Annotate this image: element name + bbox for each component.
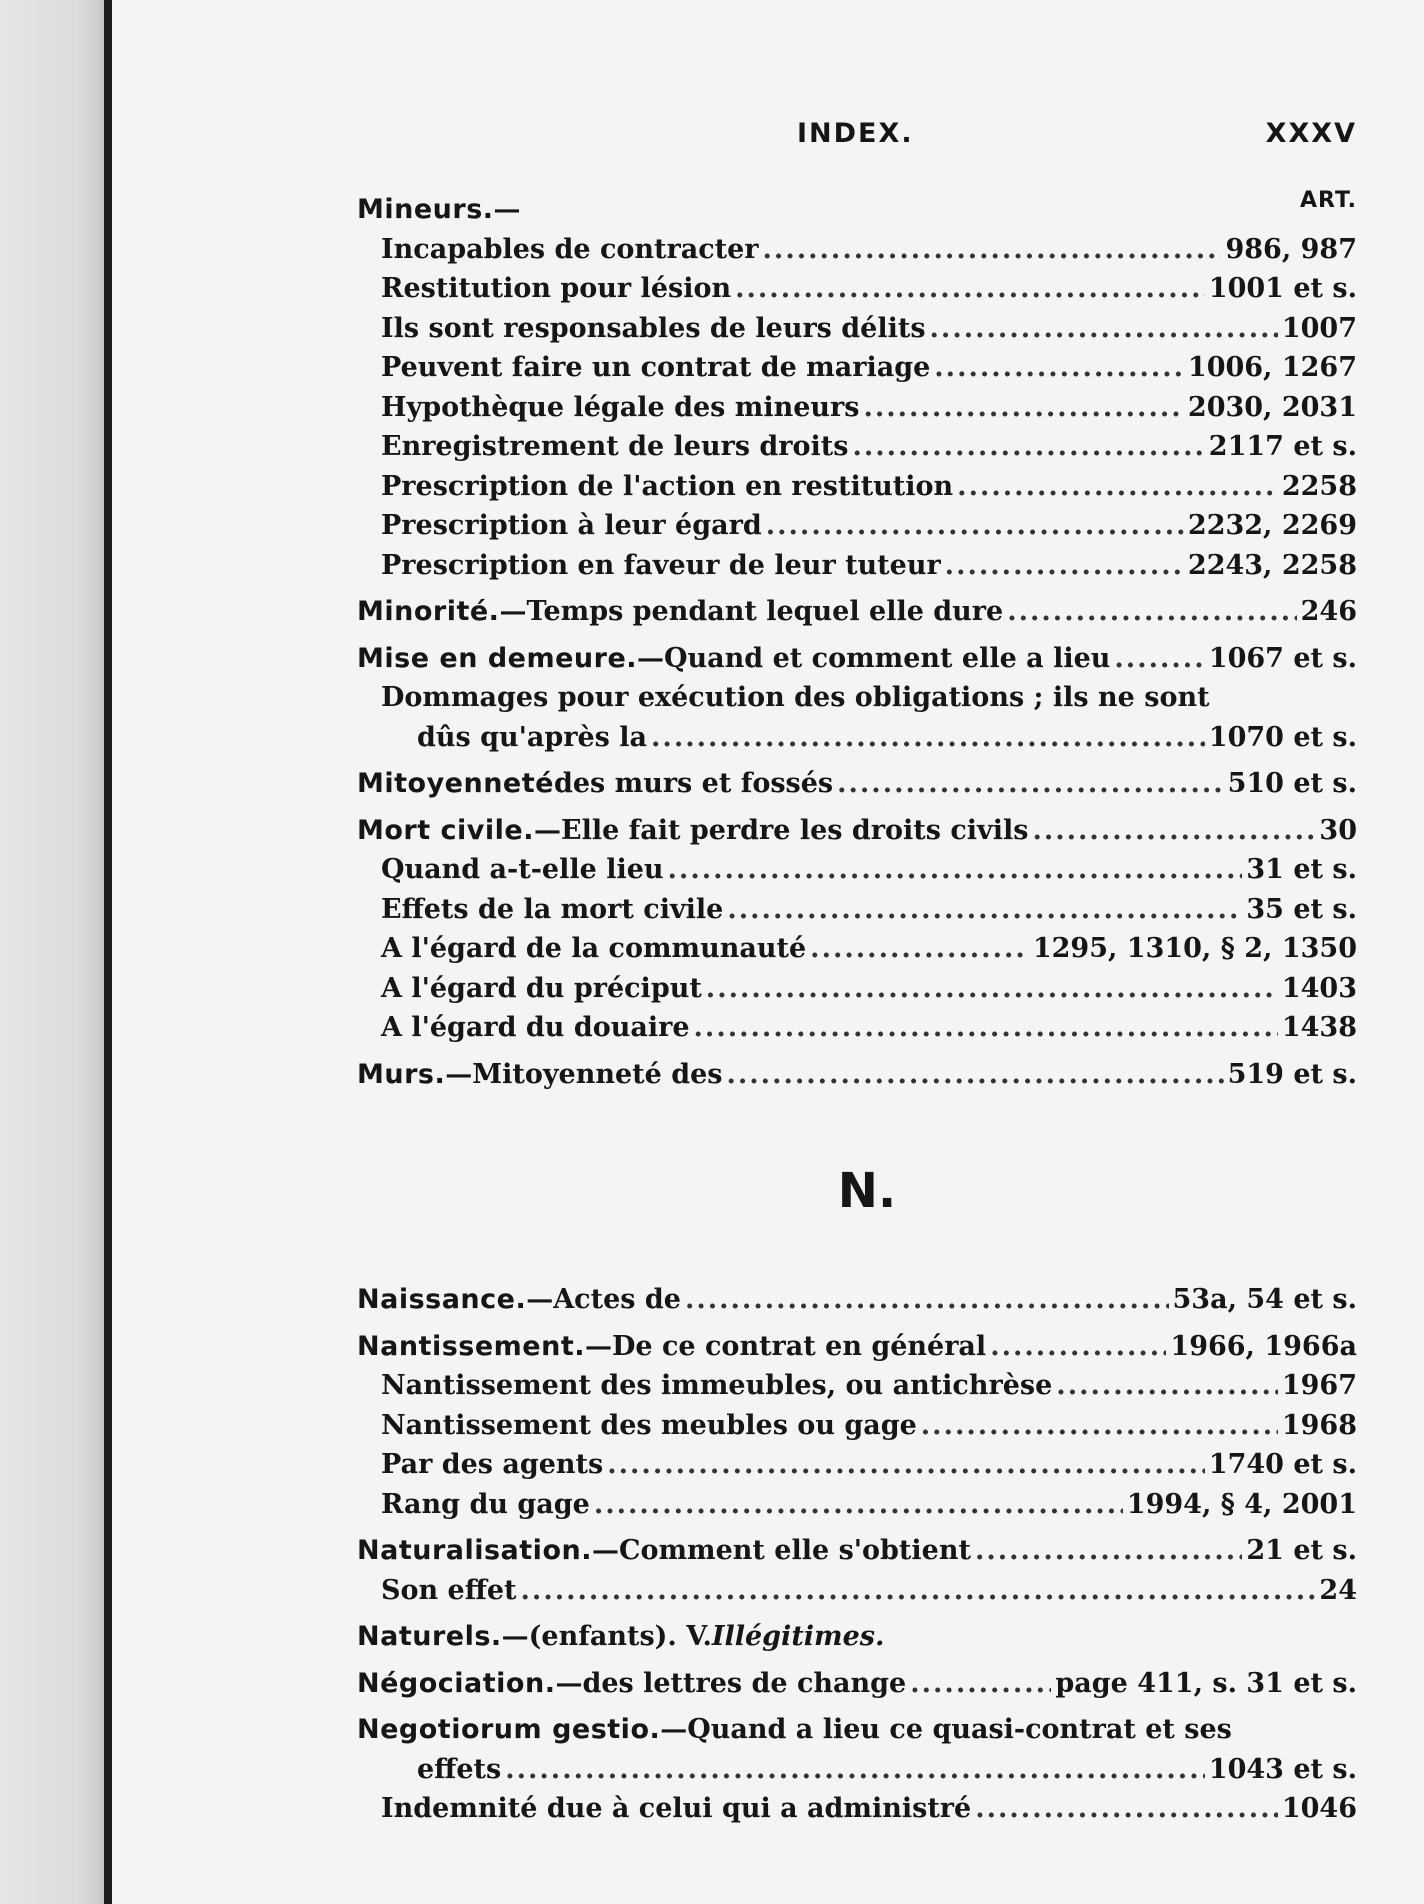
subentry-line	[357, 1366, 1357, 1406]
subentry-text: Peuvent faire un contrat de mariage	[381, 352, 931, 383]
subentry-text: Prescription en faveur de leur tuteur	[381, 549, 941, 581]
entry-main-line	[357, 1327, 1357, 1367]
index-entry	[357, 764, 1357, 804]
subentry-text: Ils sont responsables de leurs délits	[381, 312, 926, 344]
entry-text: —Comment elle s'obtient	[591, 1535, 971, 1566]
article-reference: 1966, 1966a	[1170, 1330, 1357, 1362]
dot-leader	[910, 1664, 1051, 1704]
subentry-line	[357, 1406, 1357, 1446]
entry-main-line	[357, 811, 1357, 851]
dot-leader	[727, 890, 1242, 930]
article-reference: 1067 et s.	[1208, 642, 1357, 674]
subentry-text: Dommages pour exécution des obligations ; ils ne sont	[381, 682, 1210, 713]
entry-main-line	[357, 190, 1357, 230]
entry-term: Mort civile.	[357, 814, 534, 846]
page-folio: XXXV	[1265, 118, 1357, 149]
book-spine	[104, 0, 112, 1904]
page-content	[357, 112, 1357, 1829]
subentry-line	[357, 850, 1357, 890]
subentry-continuation-line	[357, 718, 1357, 758]
article-reference: 1006, 1267	[1187, 352, 1357, 383]
article-reference: 30	[1319, 814, 1357, 846]
article-reference: 1046	[1281, 1793, 1357, 1824]
dot-leader	[607, 1445, 1205, 1485]
subentry-line	[357, 1485, 1357, 1525]
entry-main-line	[357, 1280, 1357, 1320]
subentry-text: Incapables de contracter	[381, 233, 759, 265]
article-reference: 53a, 54 et s.	[1172, 1284, 1357, 1315]
subentry-line	[357, 467, 1357, 507]
entry-cross-reference: Illégitimes.	[711, 1621, 885, 1652]
article-reference: 1043 et s.	[1208, 1753, 1357, 1785]
dot-leader	[837, 764, 1223, 804]
dot-leader	[505, 1750, 1205, 1790]
entry-term: Naturels.	[357, 1621, 502, 1652]
entry-text: —des lettres de change	[555, 1667, 907, 1699]
subentry-line	[357, 678, 1357, 718]
article-reference: 1070 et s.	[1208, 721, 1357, 753]
subentry-line	[357, 230, 1357, 270]
subentry-text: Prescription à leur égard	[381, 510, 762, 541]
dot-leader	[930, 309, 1278, 349]
article-reference: 1001 et s.	[1208, 273, 1357, 304]
entry-term: Minorité.	[357, 596, 500, 627]
subentry-line	[357, 1571, 1357, 1611]
index-entry	[357, 1055, 1357, 1095]
entry-text: —Temps pendant lequel elle dure	[499, 596, 1004, 627]
entry-main-line	[357, 1617, 1357, 1657]
running-head-title: INDEX.	[797, 118, 914, 149]
subentry-line	[357, 546, 1357, 586]
subentry-line	[357, 348, 1357, 388]
binding-edge	[0, 0, 108, 1904]
article-reference: 2232, 2269	[1187, 510, 1357, 541]
article-reference: 24	[1319, 1574, 1357, 1606]
subentry-line	[357, 1789, 1357, 1829]
entry-main-line	[357, 1055, 1357, 1095]
entry-term: Murs.	[357, 1058, 446, 1090]
entry-text: —	[493, 194, 521, 225]
article-reference: 519 et s.	[1227, 1058, 1357, 1090]
entry-text: —Quand et comment elle a lieu	[637, 642, 1111, 674]
subentry-text: Prescription de l'action en restitution	[381, 470, 954, 502]
entry-continuation-line	[357, 1750, 1357, 1790]
article-reference: 246	[1300, 596, 1357, 627]
entry-main-line	[357, 1664, 1357, 1704]
dot-leader	[594, 1485, 1123, 1525]
subentry-line	[357, 269, 1357, 309]
index-section-n	[357, 1280, 1357, 1829]
article-reference: page 411, s. 31 et s.	[1055, 1667, 1357, 1699]
subentry-text: Restitution pour lésion	[381, 273, 732, 304]
subentry-text: Son effet	[381, 1574, 517, 1606]
subentry-line	[357, 890, 1357, 930]
entry-text: —Actes de	[526, 1284, 681, 1315]
article-reference: 1403	[1281, 972, 1357, 1004]
dot-leader	[735, 269, 1205, 309]
index-entry	[357, 811, 1357, 1048]
dot-leader	[990, 1327, 1166, 1367]
dot-leader	[726, 1055, 1223, 1095]
entry-term: Mineurs.	[357, 194, 494, 225]
entry-term: Nantissement.	[357, 1330, 585, 1362]
dot-leader	[945, 546, 1184, 586]
entry-main-line	[357, 1710, 1357, 1750]
article-reference: 1994, § 4, 2001	[1126, 1488, 1357, 1520]
entry-text: —(enfants). V.	[501, 1621, 712, 1652]
subentry-text: Par des agents	[381, 1449, 604, 1480]
subentry-text: dûs qu'après la	[417, 721, 648, 753]
dot-leader	[685, 1280, 1169, 1320]
entry-main-line	[357, 639, 1357, 679]
dot-leader	[668, 850, 1243, 890]
dot-leader	[852, 427, 1204, 467]
article-reference: 1007	[1281, 312, 1357, 344]
dot-leader	[810, 929, 1029, 969]
subentry-text: Effets de la mort civile	[381, 893, 724, 925]
article-reference: 2243, 2258	[1187, 549, 1357, 581]
article-reference: 31 et s.	[1246, 854, 1357, 885]
entry-term: Négociation.	[357, 1667, 556, 1699]
article-reference: 986, 987	[1225, 233, 1357, 265]
dot-leader	[651, 718, 1205, 758]
subentry-line	[357, 929, 1357, 969]
index-entry	[357, 1280, 1357, 1320]
entry-term: Negotiorum gestio.	[357, 1714, 661, 1745]
article-reference: 21 et s.	[1246, 1535, 1357, 1566]
entry-main-line	[357, 592, 1357, 632]
index-section-m	[357, 190, 1357, 1094]
article-reference: 1740 et s.	[1208, 1449, 1357, 1480]
dot-leader	[706, 969, 1278, 1009]
book-page	[112, 0, 1424, 1904]
dot-leader	[1056, 1366, 1278, 1406]
article-reference: 1438	[1281, 1012, 1357, 1043]
index-entry	[357, 190, 1357, 585]
subentry-line	[357, 427, 1357, 467]
entry-text: —Quand a lieu ce quasi-contrat et ses	[660, 1714, 1232, 1745]
entry-text: —Elle fait perdre les droits civils	[533, 814, 1029, 846]
subentry-text: Nantissement des meubles ou gage	[381, 1409, 917, 1441]
article-reference: 1968	[1281, 1409, 1357, 1441]
subentry-text: Enregistrement de leurs droits	[381, 431, 849, 462]
entry-text: —De ce contrat en général	[584, 1330, 987, 1362]
article-reference: 510 et s.	[1227, 768, 1357, 799]
entry-main-line	[357, 764, 1357, 804]
entry-term: Mitoyenneté	[357, 768, 554, 799]
dot-leader	[1032, 811, 1315, 851]
subentry-text: Rang du gage	[381, 1488, 590, 1520]
index-entry	[357, 1327, 1357, 1525]
subentry-line	[357, 969, 1357, 1009]
dot-leader	[863, 388, 1183, 428]
entry-term: Mise en demeure.	[357, 642, 638, 674]
entry-main-line	[357, 1531, 1357, 1571]
subentry-text: Hypothèque légale des mineurs	[381, 391, 860, 423]
dot-leader	[921, 1406, 1278, 1446]
entry-text: des murs et fossés	[553, 768, 834, 799]
dot-leader	[521, 1571, 1316, 1611]
subentry-line	[357, 1445, 1357, 1485]
subentry-line	[357, 388, 1357, 428]
article-reference: 1295, 1310, § 2, 1350	[1032, 933, 1357, 964]
entry-term: Naissance.	[357, 1284, 527, 1315]
dot-leader	[957, 467, 1278, 507]
article-reference: 2117 et s.	[1208, 431, 1357, 462]
article-reference: 2258	[1281, 470, 1357, 502]
dot-leader	[1007, 592, 1296, 632]
dot-leader	[763, 230, 1222, 270]
subentry-text: A l'égard du douaire	[381, 1012, 690, 1043]
article-reference: 35 et s.	[1246, 893, 1357, 925]
letter-heading-n: N.	[837, 1163, 897, 1219]
index-entry	[357, 1710, 1357, 1829]
entry-term: Naturalisation.	[357, 1535, 592, 1566]
index-entry	[357, 1531, 1357, 1610]
dot-leader	[934, 348, 1184, 388]
dot-leader	[694, 1008, 1278, 1048]
article-column-label: ART.	[1299, 188, 1357, 213]
entry-text: —Mitoyenneté des	[445, 1058, 723, 1090]
subentry-line	[357, 309, 1357, 349]
subentry-text: Indemnité due à celui qui a administré	[381, 1793, 972, 1824]
article-reference: 1967	[1281, 1370, 1357, 1401]
dot-leader	[975, 1789, 1278, 1829]
subentry-text: A l'égard de la communauté	[381, 933, 807, 964]
index-entry	[357, 1664, 1357, 1704]
article-reference: 2030, 2031	[1187, 391, 1357, 423]
index-entry	[357, 639, 1357, 758]
index-entry	[357, 592, 1357, 632]
subentry-text: Nantissement des immeubles, ou antichrèse	[381, 1370, 1053, 1401]
index-entry	[357, 1617, 1357, 1657]
subentry-line	[357, 1008, 1357, 1048]
dot-leader	[766, 506, 1184, 546]
subentry-line	[357, 506, 1357, 546]
dot-leader	[975, 1531, 1242, 1571]
entry-text: effets	[417, 1753, 502, 1785]
subentry-text: A l'égard du préciput	[381, 972, 702, 1004]
dot-leader	[1114, 639, 1204, 679]
subentry-text: Quand a-t-elle lieu	[381, 854, 664, 885]
